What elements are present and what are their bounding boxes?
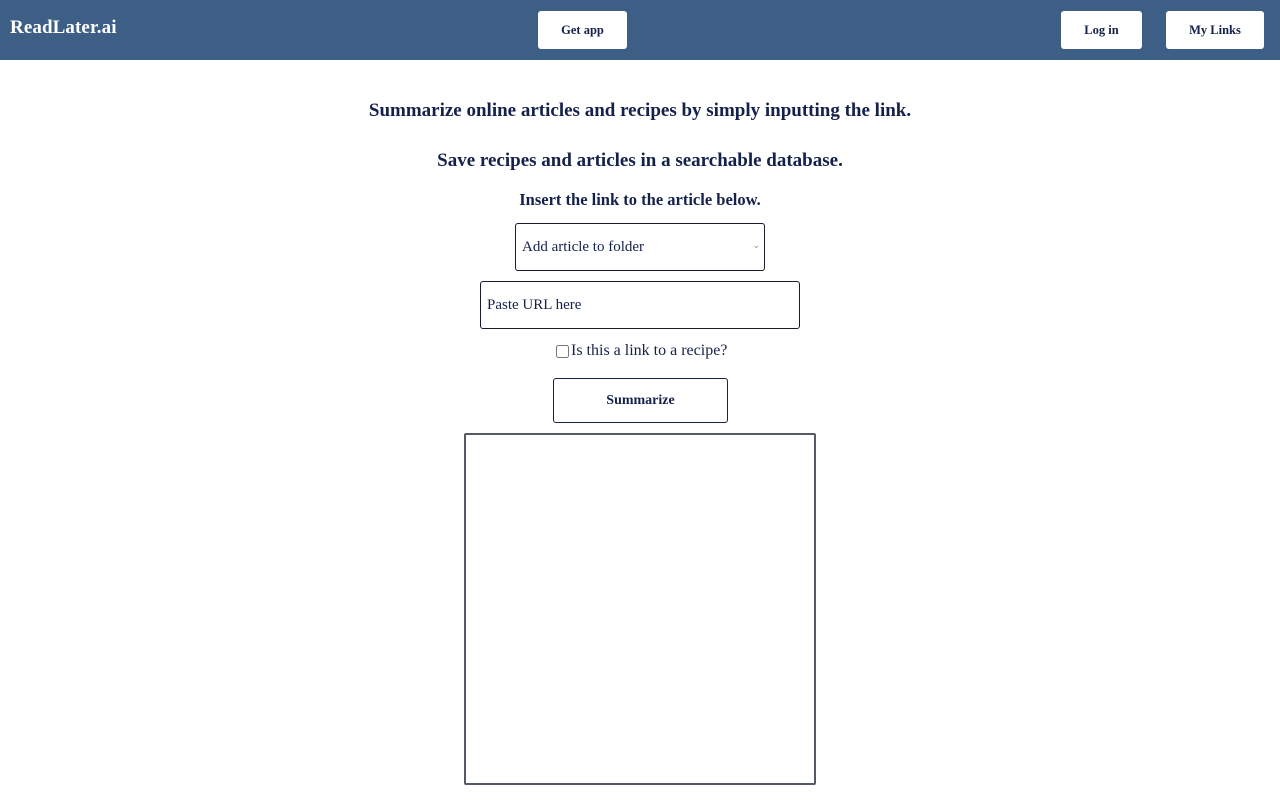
login-button[interactable]: Log in xyxy=(1061,11,1142,49)
summarize-button[interactable]: Summarize xyxy=(553,378,728,423)
recipe-checkbox[interactable] xyxy=(556,345,569,358)
headline-summarize: Summarize online articles and recipes by simply inputting the link. xyxy=(368,100,912,121)
navbar xyxy=(0,0,1280,60)
my-links-button[interactable]: My Links xyxy=(1166,11,1264,49)
folder-select[interactable] xyxy=(515,223,765,271)
folder-select-value: Add article to folder xyxy=(522,238,645,255)
instruction-text: Insert the link to the article below. xyxy=(519,190,761,209)
get-app-button[interactable]: Get app xyxy=(538,11,627,49)
recipe-checkbox-row[interactable] xyxy=(555,340,727,362)
recipe-checkbox-label: Is this a link to a recipe? xyxy=(571,342,728,359)
url-input[interactable] xyxy=(480,281,800,329)
summary-output-area[interactable] xyxy=(464,433,816,785)
brand-logo[interactable]: ReadLater.ai xyxy=(10,17,117,38)
chevron-down-icon: ⌄ xyxy=(752,241,760,251)
headline-save: Save recipes and articles in a searchable database. xyxy=(437,150,843,171)
